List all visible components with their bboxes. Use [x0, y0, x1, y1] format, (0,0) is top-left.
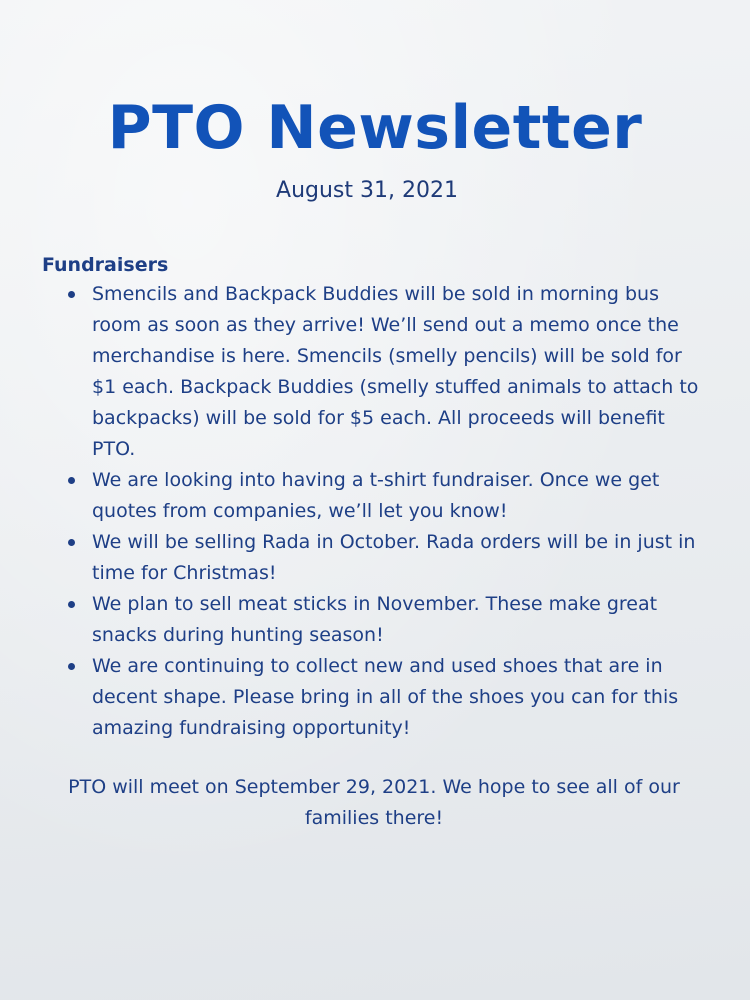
list-item: [64, 279, 704, 465]
bullet-icon: [68, 477, 75, 484]
meeting-announcement: PTO will meet on September 29, 2021. We hope to see all of our families there!: [68, 776, 680, 829]
list-item: [64, 465, 704, 527]
newsletter-date: August 31, 2021: [276, 178, 458, 203]
bullet-icon: [68, 291, 75, 298]
bullet-icon: [68, 539, 75, 546]
section-heading-fundraisers: Fundraisers: [42, 254, 169, 276]
list-item: [64, 589, 704, 651]
list-item-text: We are looking into having a t-shirt fundraiser. Once we get quotes from companies, we’ll let you know!: [92, 469, 660, 522]
list-item-text: We are continuing to collect new and used shoes that are in decent shape. Please bring in all of the shoes you can for this amazing fundraising opportunity!: [92, 655, 679, 739]
list-item: [64, 527, 704, 589]
bullet-icon: [68, 601, 75, 608]
list-item-text: We plan to sell meat sticks in November. These make great snacks during hunting season!: [92, 593, 658, 646]
list-item-text: We will be selling Rada in October. Rada orders will be in just in time for Christmas!: [92, 531, 696, 584]
fundraiser-list: [64, 279, 704, 744]
list-item-text: Smencils and Backpack Buddies will be sold in morning bus room as soon as they arrive! We’ll send out a memo once the merchandise is here. Smencils (smelly pencils) will be sold for $1 each. Backpack Buddies (smelly stuffed animals to attach to backpacks) will be sold for $5 each. All proceeds will benefit PTO.: [92, 283, 699, 460]
newsletter-title: PTO Newsletter: [107, 93, 643, 163]
bullet-icon: [68, 663, 75, 670]
list-item: [64, 651, 704, 744]
